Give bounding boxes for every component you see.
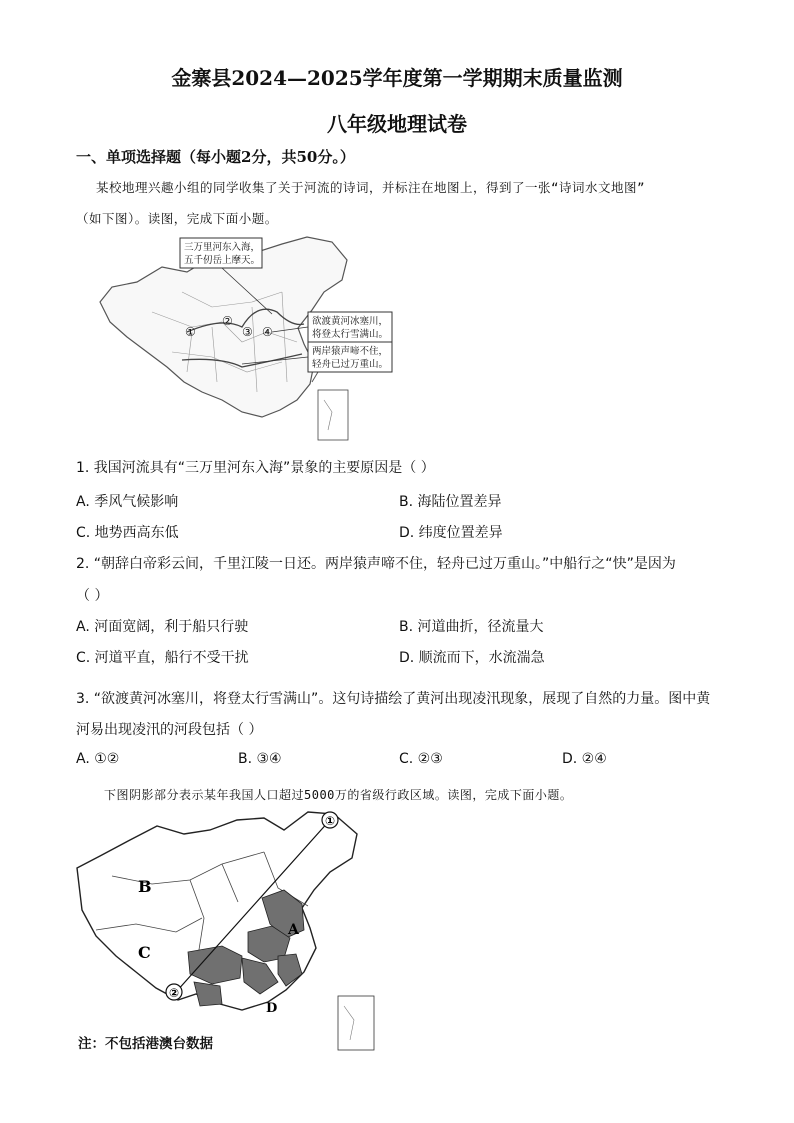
svg-text:欲渡黄河冰塞川，: 欲渡黄河冰塞川， <box>312 316 389 327</box>
q2-option-c: C. 河道平直，船行不受干扰 <box>76 650 249 666</box>
south-china-sea-inset <box>338 996 374 1050</box>
shaded-region-yunnan <box>194 982 222 1006</box>
intro-2: 下图阴影部分表示某年我国人口超过5000万的省级行政区域。读图，完成下面小题。 <box>104 788 573 802</box>
label-c: C <box>138 943 151 962</box>
intro-line-2: （如下图）。读图，完成下面小题。 <box>76 211 278 226</box>
exam-subtitle: 八年级地理试卷 <box>327 112 467 136</box>
label-d: D <box>266 1001 278 1016</box>
marker-3: ③ <box>242 325 253 339</box>
question-1-stem: 1. 我国河流具有“三万里河东入海”景象的主要原因是（ ） <box>76 460 435 476</box>
q1-option-b: B. 海陆位置差异 <box>399 494 502 510</box>
question-3-stem-line-2: 河易出现凌汛的河段包括（ ） <box>76 722 263 738</box>
question-3-stem-line-1: 3. “欲渡黄河冰塞川，将登太行雪满山”。这句诗描绘了黄河出现凌汛现象，展现了自然的力量。图中黄 <box>76 691 711 707</box>
q3-option-c: C. ②③ <box>399 751 443 767</box>
q3-option-a: A. ①② <box>76 751 120 767</box>
q1-option-a: A. 季风气候影响 <box>76 494 179 510</box>
marker-1: ① <box>325 814 336 828</box>
q2-option-d: D. 顺流而下，水流湍急 <box>399 650 545 666</box>
population-map <box>72 806 382 1054</box>
label-a: A <box>288 922 299 938</box>
poetry-river-map <box>92 232 402 444</box>
q2-option-b: B. 河道曲折，径流量大 <box>399 619 544 635</box>
exam-title: 金寨县2024—2025学年度第一学期期末质量监测 <box>171 66 623 90</box>
south-china-sea-inset <box>318 390 348 440</box>
svg-text:三万里河东入海，: 三万里河东入海， <box>184 242 261 253</box>
q1-option-d: D. 纬度位置差异 <box>399 525 503 541</box>
map-note: 注：不包括港澳台数据 <box>78 1036 213 1052</box>
svg-text:将登太行雪满山。: 将登太行雪满山。 <box>312 329 389 340</box>
marker-2: ② <box>222 314 233 328</box>
svg-text:两岸猿声啼不住，: 两岸猿声啼不住， <box>312 346 389 357</box>
q3-option-d: D. ②④ <box>562 751 607 767</box>
svg-text:轻舟已过万重山。: 轻舟已过万重山。 <box>312 359 389 370</box>
marker-1: ① <box>185 325 196 339</box>
label-b: B <box>138 877 152 896</box>
svg-text:五千仞岳上摩天。: 五千仞岳上摩天。 <box>184 255 261 266</box>
marker-4: ④ <box>262 325 273 339</box>
question-2-stem-line-1: 2. “朝辞白帝彩云间，千里江陵一日还。两岸猿声啼不住，轻舟已过万重山。”中船行之“快”是因为 <box>76 556 676 572</box>
question-2-stem-line-2: （ ） <box>76 588 109 604</box>
section-heading: 一、单项选择题（每小题2分，共50分。） <box>76 148 355 166</box>
marker-2: ② <box>169 986 180 1000</box>
q2-option-a: A. 河面宽阔，利于船只行驶 <box>76 619 249 635</box>
q3-option-b: B. ③④ <box>238 751 282 767</box>
intro-line-1: 某校地理兴趣小组的同学收集了关于河流的诗词，并标注在地图上，得到了一张“诗词水文地图” <box>96 180 646 195</box>
q1-option-c: C. 地势西高东低 <box>76 525 179 541</box>
